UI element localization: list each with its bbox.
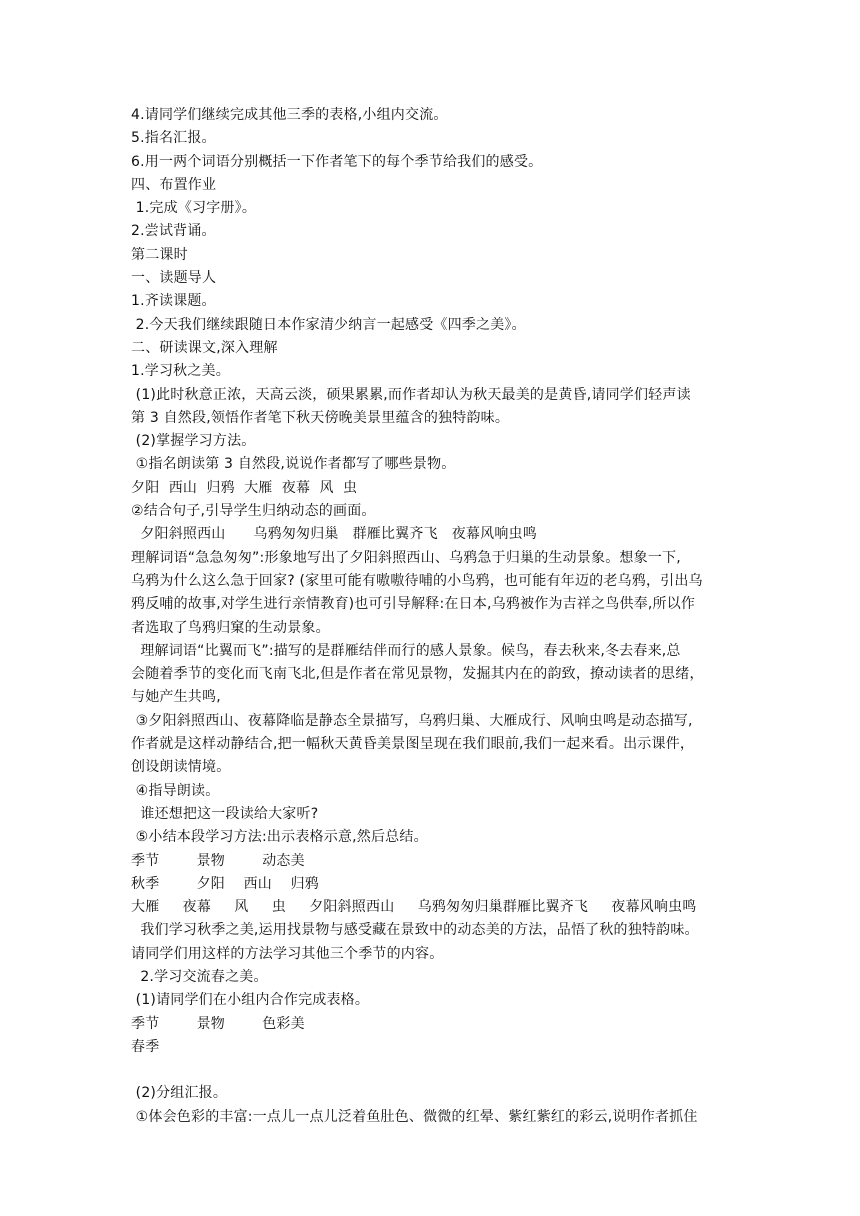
- text-line: ③夕阳斜照西山、夜幕降临是静态全景描写，乌鸦归巢、大雁成行、风响虫鸣是动态描写,: [131, 712, 693, 729]
- text-line: 第二课时: [131, 246, 188, 263]
- text-line: 谁还想把这一段读给大家听?: [131, 805, 319, 822]
- text-line: ②结合句子,引导学生归纳动态的画面。: [131, 503, 376, 520]
- text-line: ①体会色彩的丰富:一点儿一点儿泛着鱼肚色、微微的红晕、紫红紫红的彩云,说明作者抓住: [131, 1108, 698, 1125]
- text-line: 夕阳斜照西山 乌鸦匆匆归巢 群雁比翼齐飞 夜幕风响虫鸣: [131, 526, 537, 543]
- text-line: 一、读题导人: [131, 270, 217, 287]
- text-line: 秋季 夕阳 西山 归鸦: [131, 875, 320, 892]
- text-line: 季节 景物 色彩美: [131, 1015, 305, 1032]
- text-line: 二、研读课文,深入理解: [131, 339, 278, 356]
- text-line: ①指名朗读第 3 自然段,说说作者都写了哪些景物。: [131, 456, 456, 473]
- text-line: 鸦反哺的故事,对学生进行亲情教育)也可引导解释:在日本,乌鸦被作为吉祥之鸟供奉,所以作: [131, 596, 696, 613]
- text-line: 夕阳 西山 归鸦 大雁 夜幕 风 虫: [131, 479, 358, 496]
- text-line: 会随着季节的变化而飞南飞北,但是作者在常见景物，发掘其内在的韵致，撩动读者的思绪，: [131, 666, 704, 683]
- document-body: [131, 104, 741, 1129]
- text-line: 理解词语“急急匆匆”:形象地写出了夕阳斜照西山、乌鸦急于归巢的生动景象。想象一下,: [131, 549, 681, 566]
- text-line: (2)掌握学习方法。: [131, 433, 256, 450]
- text-line: 2.学习交流春之美。: [131, 968, 268, 985]
- text-line: 大雁 夜幕 风 虫 夕阳斜照西山 乌鸦匆匆归巢群雁比翼齐飞 夜幕风响虫鸣: [131, 899, 697, 916]
- text-line: 作者就是这样动静结合,把一幅秋天黄昏美景图呈现在我们眼前,我们一起来看。出示课件，: [131, 736, 695, 753]
- text-line: ④指导朗读。: [131, 782, 220, 799]
- text-line: 与她产生共鸣,: [131, 689, 221, 706]
- text-line: 2.尝试背诵。: [131, 223, 216, 240]
- text-line: 请同学们用这样的方法学习其他三个季节的内容。: [131, 945, 444, 962]
- text-line: 四、布置作业: [131, 176, 217, 193]
- text-line: 理解词语“比翼而飞”:描写的是群雁结伴而行的感人景象。候鸟，春去秋来,冬去春来,总: [131, 642, 681, 659]
- text-line: ⑤小结本段学习方法:出示表格示意,然后总结。: [131, 829, 428, 846]
- text-line: [131, 1059, 741, 1082]
- text-line: 5.指名汇报。: [131, 130, 216, 147]
- text-line: 乌鸦为什么这么急于回家? (家里可能有嗷嗷待哺的小鸟鸦，也可能有年迈的老乌鸦，引出乌: [131, 572, 703, 589]
- text-line: 我们学习秋季之美,运用找景物与感受藏在景致中的动态美的方法，品悟了秋的独特韵味。: [131, 922, 699, 939]
- text-line: 第 3 自然段,领悟作者笔下秋天傍晚美景里蕴含的独特韵味。: [131, 409, 510, 426]
- text-line: 季节 景物 动态美: [131, 852, 305, 869]
- text-line: 者选取了鸟鸦归窠的生动景象。: [131, 619, 330, 636]
- text-line: 4.请同学们继续完成其他三季的表格,小组内交流。: [131, 107, 448, 123]
- text-line: 1.完成《习字册》。: [131, 200, 257, 217]
- text-line: 1.齐读课题。: [131, 293, 216, 310]
- text-line: 2.今天我们继续跟随日本作家清少纳言一起感受《四季之美》。: [131, 316, 526, 333]
- text-line: (1)此时秋意正浓，天高云淡，硕果累累,而作者却认为秋天最美的是黄昏,请同学们轻声读: [131, 386, 691, 403]
- text-line: (1)请同学们在小组内合作完成表格。: [131, 992, 370, 1009]
- text-line: (2)分组汇报。: [131, 1085, 228, 1102]
- text-line: 春季: [131, 1038, 160, 1055]
- text-line: 创设朗读情境。: [131, 759, 231, 776]
- text-line: 6.用一两个词语分别概括一下作者笔下的每个季节给我们的感受。: [131, 153, 543, 170]
- text-line: 1.学习秋之美。: [131, 363, 230, 380]
